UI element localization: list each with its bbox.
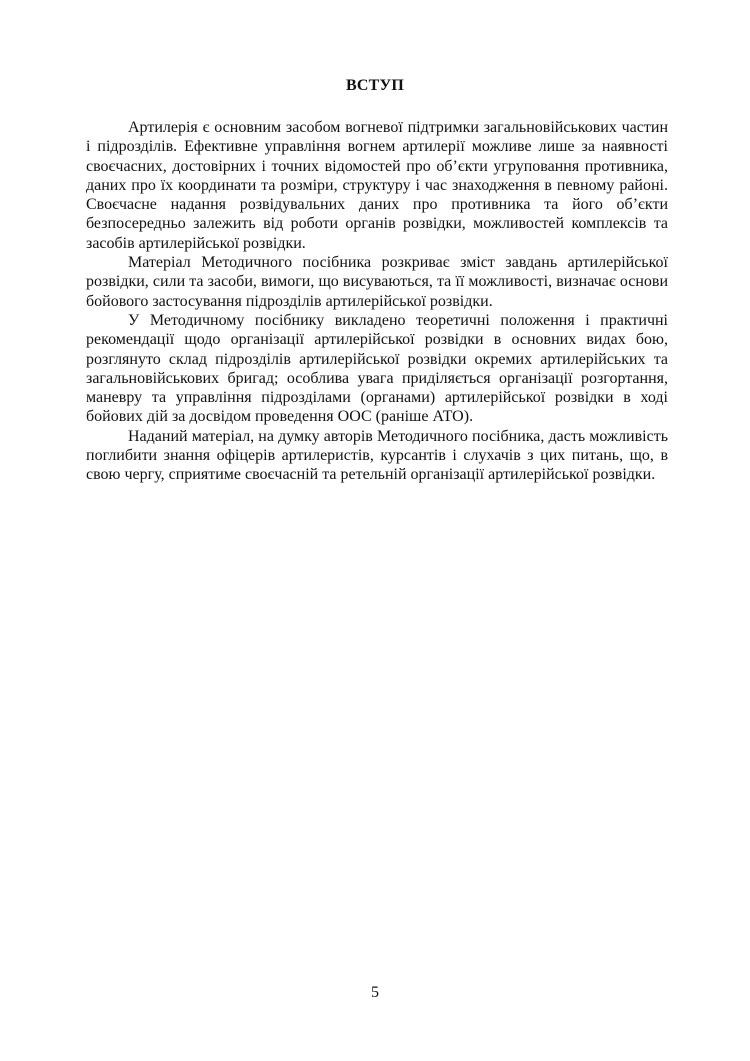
page-number: 5 [371, 984, 379, 1001]
body-text [86, 118, 668, 485]
paragraph-1: Артилерія є основним засобом вогневої підтримки загальновійськових частин і підрозділів. Ефективне управління вогнем артилерії можливе лише за наявності своєчасних, достовірних і точних відомостей про об’єкти угруповання противника, даних про їх координати та розміри, структуру і час знаходження в певному районі. Своєчасне надання розвідувальних даних про противника та його об’єкти безпосередньо залежить від роботи органів розвідки, можливостей комплексів та засобів артилерійської розвідки. [86, 119, 668, 252]
paragraph-4: Наданий матеріал, на думку авторів Методичного посібника, дасть можливість поглибити знання офіцерів артилеристів, курсантів і слухачів з цих питань, що, в свою чергу, сприятиме своєчасній та ретельній організації артилерійської розвідки. [86, 427, 668, 484]
paragraph-3: У Методичному посібнику викладено теоретичні положення і практичні рекомендації щодо організації артилерійської розвідки в основних видах бою, розглянуто склад підрозділів артилерійської розвідки окремих артилерійських та загальновійськових бригад; особлива увага приділяється організації розгортання, маневру та управління підрозділами (органами) артилерійської розвідки в ході бойових дій за досвідом проведення ООС (раніше АТО). [86, 311, 668, 426]
section-heading: ВСТУП [345, 77, 405, 94]
paragraph-2: Матеріал Методичного посібника розкриває зміст завдань артилерійської розвідки, сили та засоби, вимоги, що висуваються, та її можливості, визначає основи бойового застосування підрозділів артилерійської розвідки. [86, 254, 668, 310]
